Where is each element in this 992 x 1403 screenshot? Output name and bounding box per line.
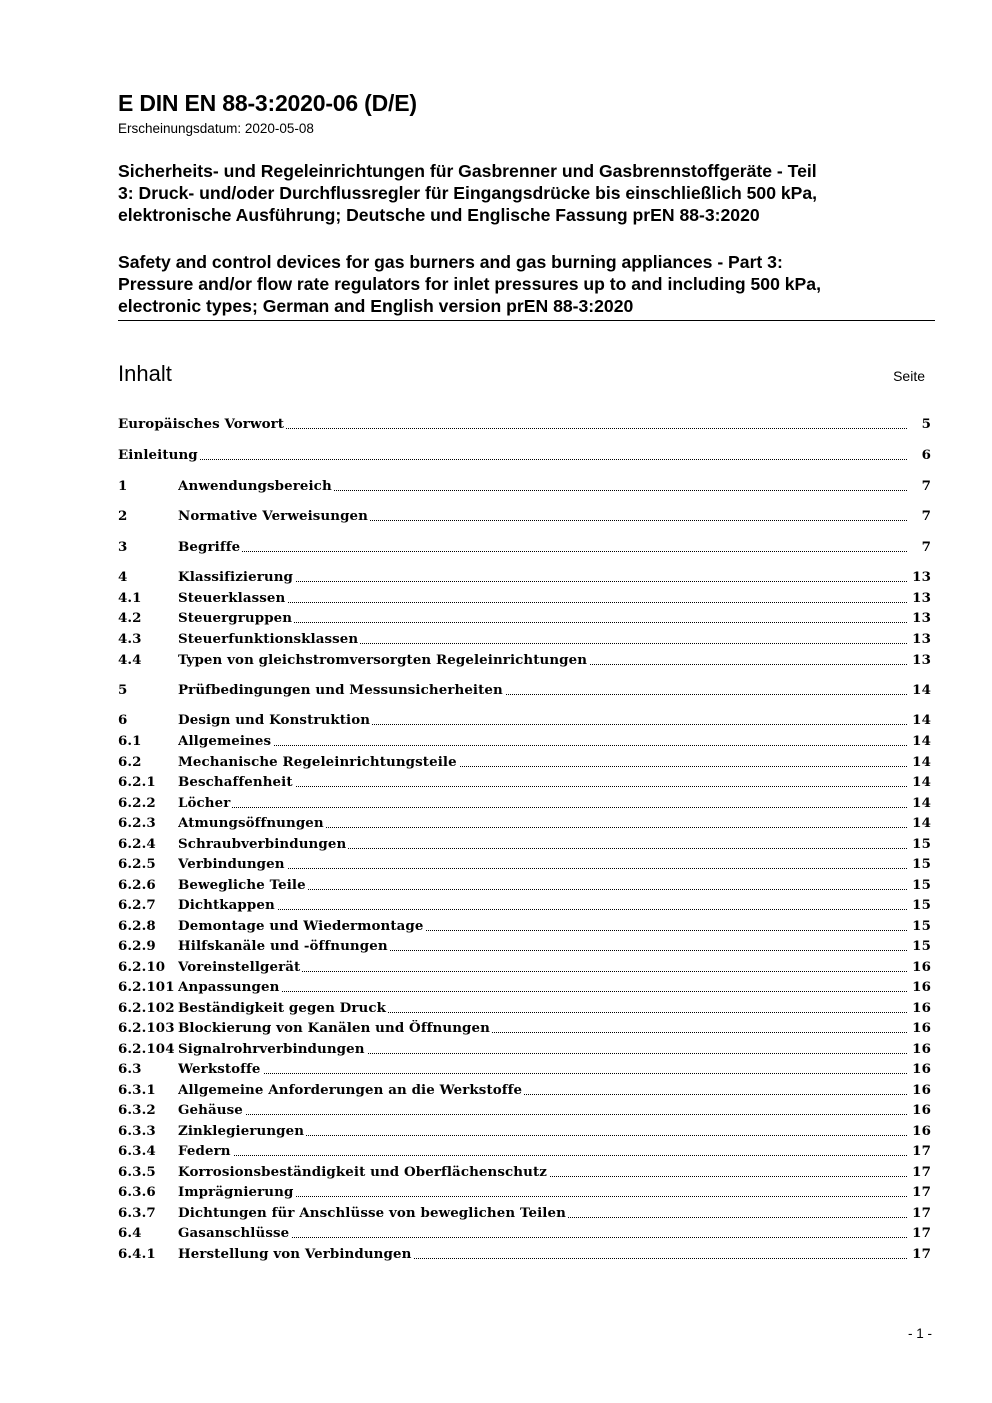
toc-dot-leader [178, 1114, 907, 1115]
toc-entry[interactable] [118, 1061, 931, 1082]
toc-entry-label: Hilfskanäle und -öffnungen [178, 938, 388, 954]
toc-entry[interactable] [118, 712, 931, 733]
toc-entry-label: Typen von gleichstromversorgten Regeleinrichtungen [178, 652, 588, 668]
toc-entry-page: 17 [912, 1164, 931, 1180]
toc-entry-label: Werkstoffe [178, 1061, 261, 1077]
toc-entry[interactable] [118, 416, 931, 437]
toc-entry[interactable] [118, 1000, 931, 1021]
toc-entry-label-area [178, 733, 907, 753]
toc-entry-label: Gehäuse [178, 1102, 243, 1118]
publication-date: Erscheinungsdatum: 2020-05-08 [118, 121, 314, 136]
toc-entry[interactable] [118, 754, 931, 775]
toc-entry-page: 13 [912, 590, 931, 606]
toc-entry-label-area [178, 959, 907, 979]
toc-entry[interactable] [118, 1225, 931, 1246]
toc-entry-number: 6.2.7 [118, 897, 156, 913]
toc-entry[interactable] [118, 539, 931, 560]
toc-entry-label-area [178, 774, 907, 794]
toc-heading: Inhalt [118, 361, 172, 386]
toc-entry-page: 14 [912, 774, 931, 790]
toc-entry-label-area [118, 416, 907, 436]
toc-entry[interactable] [118, 652, 931, 673]
document-id: E DIN EN 88-3:2020-06 (D/E) [118, 90, 417, 116]
toc-entry-number: 4.4 [118, 652, 142, 668]
toc-dot-leader [118, 459, 907, 460]
toc-entry-page: 16 [912, 1123, 931, 1139]
toc-entry-label: Europäisches Vorwort [118, 416, 285, 432]
toc-entry-page: 16 [912, 1020, 931, 1036]
toc-entry-label-area [178, 979, 907, 999]
toc-entry-label-area [178, 539, 907, 559]
toc-entry-label: Mechanische Regeleinrichtungsteile [178, 754, 457, 770]
toc-entry-label-area [118, 447, 907, 467]
toc-entry-label: Steuergruppen [178, 610, 293, 626]
toc-entry-number: 6.3.2 [118, 1102, 156, 1118]
toc-entry-number: 6.2.1 [118, 774, 156, 790]
toc-dot-leader [178, 1073, 907, 1074]
toc-entry-number: 6.3.6 [118, 1184, 156, 1200]
toc-entry-page: 7 [921, 539, 931, 555]
toc-entry-label: Schraubverbindungen [178, 836, 347, 852]
toc-entry-label: Normative Verweisungen [178, 508, 369, 524]
toc-entry[interactable] [118, 1123, 931, 1144]
toc-entry-label: Steuerklassen [178, 590, 286, 606]
toc-entry-label-area [178, 877, 907, 897]
toc-entry-label-area [178, 1123, 907, 1143]
toc-entry-page: 15 [912, 856, 931, 872]
title-english [118, 251, 938, 317]
toc-entry-number: 6.2.10 [118, 959, 166, 975]
toc-entry-label-area [178, 610, 907, 630]
toc-dot-leader [178, 602, 907, 603]
toc-entry[interactable] [118, 1041, 931, 1062]
toc-entry[interactable] [118, 938, 931, 959]
toc-entry-label-area [178, 1061, 907, 1081]
toc-entry-number: 6.4.1 [118, 1246, 156, 1262]
toc-entry-label: Allgemeine Anforderungen an die Werkstoffe [178, 1082, 523, 1098]
toc-entry-label: Blockierung von Kanälen und Öffnungen [178, 1020, 490, 1036]
toc-entry-number: 4.3 [118, 631, 142, 647]
toc-entry[interactable] [118, 918, 931, 939]
toc-entry-page: 16 [912, 1102, 931, 1118]
toc-entry-number: 1 [118, 478, 128, 494]
toc-entry-label-area [178, 1164, 907, 1184]
toc-entry-number: 6.2.4 [118, 836, 156, 852]
toc-entry-page: 14 [912, 795, 931, 811]
toc-entry-number: 6.2.3 [118, 815, 156, 831]
toc-entry[interactable] [118, 1164, 931, 1185]
toc-entry-label: Design und Konstruktion [178, 712, 371, 728]
toc-entry[interactable] [118, 1102, 931, 1123]
toc-entry-label-area [178, 652, 907, 672]
toc-entry[interactable] [118, 815, 931, 836]
toc-entry-page: 16 [912, 1000, 931, 1016]
toc-dot-leader [178, 991, 907, 992]
toc-entry[interactable] [118, 856, 931, 877]
toc-dot-leader [178, 551, 907, 552]
toc-entry-page: 15 [912, 897, 931, 913]
toc-entry-label-area [178, 478, 907, 498]
toc-entry-page: 14 [912, 682, 931, 698]
title-english-line: Safety and control devices for gas burners and gas burning appliances - Part 3: [118, 252, 783, 272]
toc-entry-label: Beständigkeit gegen Druck [178, 1000, 387, 1016]
toc-entry-label-area [178, 795, 907, 815]
toc-entry-number: 6.4 [118, 1225, 142, 1241]
toc-entry-number: 6.2.8 [118, 918, 156, 934]
toc-dot-leader [178, 909, 907, 910]
toc-dot-leader [178, 807, 907, 808]
toc-entry-label: Dichtkappen [178, 897, 275, 913]
toc-entry-label-area [178, 897, 907, 917]
toc-entry-label: Verbindungen [178, 856, 285, 872]
toc-entry-label-area [178, 569, 907, 589]
toc-entry[interactable] [118, 959, 931, 980]
toc-entry-label-area [178, 712, 907, 732]
toc-entry[interactable] [118, 897, 931, 918]
toc-entry-number: 4.2 [118, 610, 142, 626]
toc-entry-page: 15 [912, 836, 931, 852]
title-english-line: electronic types; German and English version prEN 88-3:2020 [118, 296, 634, 316]
toc-entry-number: 6.1 [118, 733, 142, 749]
toc-entry-page: 17 [912, 1143, 931, 1159]
toc-entry-label-area [178, 1205, 907, 1225]
toc-entry-number: 6.2.104 [118, 1041, 175, 1057]
toc-page-column-label: Seite [893, 368, 925, 384]
toc-entry-label-area [178, 1041, 907, 1061]
toc-entry-number: 6.3.4 [118, 1143, 156, 1159]
toc-entry[interactable] [118, 774, 931, 795]
toc-entry-label-area [178, 1102, 907, 1122]
toc-entry-label: Anwendungsbereich [178, 478, 332, 494]
toc-entry-label: Atmungsöffnungen [178, 815, 324, 831]
toc-entry-label: Demontage und Wiedermontage [178, 918, 424, 934]
toc-entry-page: 14 [912, 754, 931, 770]
toc-entry-page: 14 [912, 815, 931, 831]
toc-entry-page: 13 [912, 631, 931, 647]
toc-entry-number: 6.3.5 [118, 1164, 156, 1180]
toc-entry-page: 15 [912, 918, 931, 934]
toc-entry-page: 5 [921, 416, 931, 432]
toc-entry[interactable] [118, 1184, 931, 1205]
toc-entry-label: Dichtungen für Anschlüsse von beweglichen Teilen [178, 1205, 566, 1221]
toc-entry-number: 4.1 [118, 590, 142, 606]
toc-entry[interactable] [118, 1143, 931, 1164]
toc-entry-label: Klassifizierung [178, 569, 294, 585]
toc-entry-label: Anpassungen [178, 979, 280, 995]
toc-entry[interactable] [118, 1082, 931, 1103]
page-number: - 1 - [907, 1326, 932, 1341]
toc-entry[interactable] [118, 979, 931, 1000]
toc-entry-label: Zinklegierungen [178, 1123, 305, 1139]
toc-entry-label-area [178, 918, 907, 938]
toc-entry[interactable] [118, 836, 931, 857]
toc-entry-page: 7 [921, 478, 931, 494]
toc-entry-label: Löcher [178, 795, 231, 811]
toc-entry-label: Prüfbedingungen und Messunsicherheiten [178, 682, 503, 698]
toc-entry-label: Federn [178, 1143, 231, 1159]
toc-entry-number: 6 [118, 712, 128, 728]
title-german-line: elektronische Ausführung; Deutsche und Englische Fassung prEN 88-3:2020 [118, 205, 760, 225]
toc-entry-page: 16 [912, 1082, 931, 1098]
toc-entry-number: 6.2.6 [118, 877, 156, 893]
toc-entry-page: 13 [912, 569, 931, 585]
toc-entry-number: 6.2.2 [118, 795, 156, 811]
toc-entry[interactable] [118, 1246, 931, 1267]
toc-entry-label: Bewegliche Teile [178, 877, 306, 893]
toc-entry-number: 6.2.9 [118, 938, 156, 954]
toc-entry-label: Imprägnierung [178, 1184, 294, 1200]
toc-entry-page: 15 [912, 877, 931, 893]
toc-entry-page: 13 [912, 652, 931, 668]
toc-entry-label-area [178, 631, 907, 651]
toc-entry[interactable] [118, 733, 931, 754]
toc-entry-label-area [178, 836, 907, 856]
toc-entry-label: Korrosionsbeständigkeit und Oberflächenschutz [178, 1164, 547, 1180]
toc-entry-number: 6.3.1 [118, 1082, 156, 1098]
toc-entry-number: 6.2.102 [118, 1000, 175, 1016]
title-divider [118, 320, 935, 321]
toc-entry-label-area [178, 1020, 907, 1040]
title-german-line: Sicherheits- und Regeleinrichtungen für Gasbrenner und Gasbrennstoffgeräte - Teil [118, 161, 817, 181]
toc-entry-label-area [178, 1082, 907, 1102]
toc-entry-label: Einleitung [118, 447, 198, 463]
toc-entry[interactable] [118, 795, 931, 816]
toc-entry-label: Voreinstellgerät [178, 959, 301, 975]
toc-entry-number: 6.3.3 [118, 1123, 156, 1139]
toc-entry[interactable] [118, 508, 931, 529]
toc-entry-label-area [178, 754, 907, 774]
toc-entry-label: Beschaffenheit [178, 774, 293, 790]
toc-entry-label: Allgemeines [178, 733, 272, 749]
toc-entry-label-area [178, 1225, 907, 1245]
toc-entry-page: 14 [912, 712, 931, 728]
toc-entry-page: 15 [912, 938, 931, 954]
toc-entry-label-area [178, 815, 907, 835]
toc-entry-page: 17 [912, 1184, 931, 1200]
toc-entry-page: 16 [912, 1061, 931, 1077]
toc-entry-page: 16 [912, 959, 931, 975]
toc-entry-number: 5 [118, 682, 128, 698]
toc-entry[interactable] [118, 1205, 931, 1226]
toc-entry[interactable] [118, 1020, 931, 1041]
toc-entry[interactable] [118, 877, 931, 898]
toc-entry-label-area [178, 938, 907, 958]
toc-entry-page: 13 [912, 610, 931, 626]
toc-entry-number: 6.2.5 [118, 856, 156, 872]
toc-dot-leader [178, 745, 907, 746]
toc-entry[interactable] [118, 590, 931, 611]
toc-entry-label: Herstellung von Verbindungen [178, 1246, 412, 1262]
toc-entry-label-area [178, 1143, 907, 1163]
toc-entry-number: 2 [118, 508, 128, 524]
toc-entry-number: 6.3.7 [118, 1205, 156, 1221]
toc-entry-page: 17 [912, 1225, 931, 1241]
toc-dot-leader [178, 1155, 907, 1156]
toc-entry-label-area [178, 856, 907, 876]
toc-entry-number: 3 [118, 539, 128, 555]
toc-entry-page: 16 [912, 979, 931, 995]
title-german [118, 160, 938, 226]
toc-entry[interactable] [118, 569, 931, 590]
toc-entry-page: 6 [921, 447, 931, 463]
toc-entry[interactable] [118, 631, 931, 652]
toc-entry-page: 17 [912, 1205, 931, 1221]
title-german-line: 3: Druck- und/oder Durchflussregler für Eingangsdrücke bis einschließlich 500 kPa, [118, 183, 818, 203]
toc-entry-page: 16 [912, 1041, 931, 1057]
toc-entry-label-area [178, 1184, 907, 1204]
toc-entry-page: 7 [921, 508, 931, 524]
toc-entry[interactable] [118, 447, 931, 468]
toc-entry[interactable] [118, 478, 931, 499]
toc-entry-label-area [178, 1246, 907, 1266]
toc-entry-label: Begriffe [178, 539, 241, 555]
toc-entry-number: 6.3 [118, 1061, 142, 1077]
toc-entry-label-area [178, 590, 907, 610]
title-english-line: Pressure and/or flow rate regulators for inlet pressures up to and including 500 kPa, [118, 274, 821, 294]
toc-entry[interactable] [118, 610, 931, 631]
toc-entry-label-area [178, 508, 907, 528]
toc-entry-page: 14 [912, 733, 931, 749]
toc-entry[interactable] [118, 682, 931, 703]
toc-entry-number: 6.2.101 [118, 979, 175, 995]
toc-entry-number: 6.2 [118, 754, 142, 770]
toc-entry-page: 17 [912, 1246, 931, 1262]
toc-entry-label: Steuerfunktionsklassen [178, 631, 359, 647]
toc-entry-label: Gasanschlüsse [178, 1225, 290, 1241]
toc-dot-leader [178, 868, 907, 869]
toc-entry-label-area [178, 682, 907, 702]
toc-entry-label-area [178, 1000, 907, 1020]
toc-entry-number: 4 [118, 569, 128, 585]
toc-entry-number: 6.2.103 [118, 1020, 175, 1036]
toc-entry-label: Signalrohrverbindungen [178, 1041, 365, 1057]
